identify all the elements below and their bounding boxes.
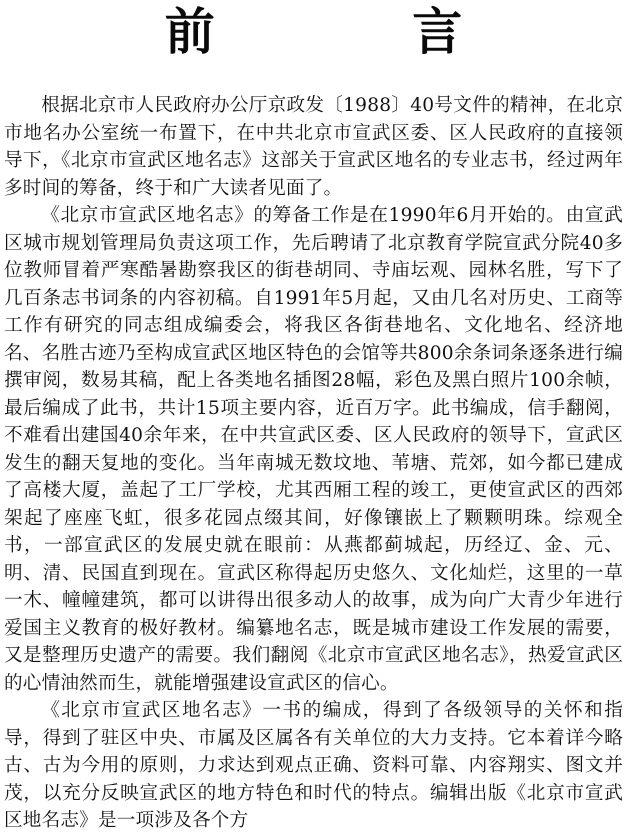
page-title: 前 言 xyxy=(164,2,553,61)
preface-body xyxy=(4,92,623,835)
paragraph: 根据北京市人民政府办公厅京政发〔1988〕40号文件的精神，在北京市地名办公室统一布置下，在中共北京市宣武区委、区人民政府的直接领导下，《北京市宣武区地名志》这部关于宣武区地名的专业志书，经过两年多时间的筹备，终于和广大读者见面了。 xyxy=(4,95,623,199)
paragraph: 《北京市宣武区地名志》的筹备工作是在1990年6月开始的。由宣武区城市规划管理局负责这项工作，先后聘请了北京教育学院宣武分院40多位教师冒着严寒酷暑勘察我区的街巷胡同、寺庙坛观、园林名胜，写下了几百条志书词条的内容初稿。自1991年5月起，又由几名对历史、工商等工作有研究的同志组成编委会，将我区各街巷地名、文化地名、经济地名、名胜古迹乃至构成宣武区地区特色的会馆等共800余条词条逐条进行编撰审阅，数易其稿，配上各类地名插图28幅，彩色及黑白照片100余帧，最后编成了此书，共计15项主要内容，近百万字。此书编成，信手翻阅，不难看出建国40余年来，在中共宣武区委、区人民政府的领导下，宣武区发生的翻天复地的变化。当年南城无数坟地、苇塘、荒郊，如今都已建成了高楼大厦，盖起了工厂学校，尤其西厢工程的竣工，更使宣武区的西郊架起了座座飞虹，很多花园点缀其间，好像镶嵌上了颗颗明珠。综观全书，一部宣武区的发展史就在眼前：从燕都蓟城起，历经辽、金、元、明、清、民国直到现在。宣武区称得起历史悠久、文化灿烂，这里的一草一木、幢幢建筑，都可以讲得出很多动人的故事，成为向广大青少年进行爱国主义教育的极好教材。编纂地名志，既是城市建设工作发展的需要，又是整理历史遗产的需要。我们翻阅《北京市宣武区地名志》，热爱宣武区的心情油然而生，就能增强建设宣武区的信心。 xyxy=(4,205,623,694)
paragraph: 《北京市宣武区地名志》一书的编成，得到了各级领导的关怀和指导，得到了驻区中央、市属及区属各有关单位的大力支持。它本着详今略古、古为今用的原则，力求达到观点正确、资料可靠、内容翔实、图文并茂，以充分反映宣武区的地方特色和时代的特点。编辑出版《北京市宣武区地名志》是一项涉及各个方 xyxy=(4,700,623,831)
